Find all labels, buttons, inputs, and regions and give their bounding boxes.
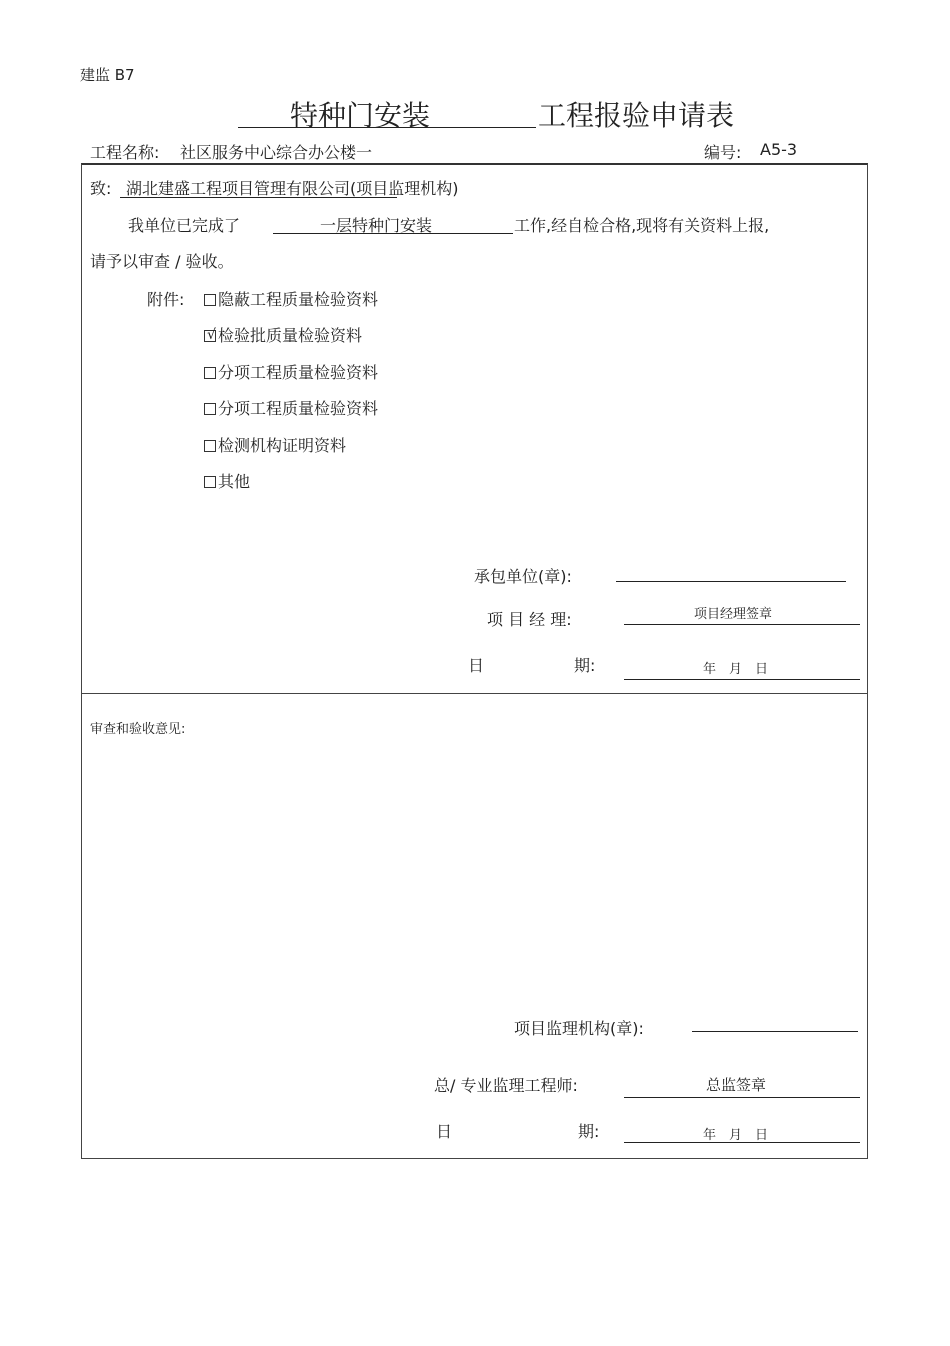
attachment-item: 检测机构证明资料 bbox=[204, 433, 346, 456]
page-title: 工程报验申请表 bbox=[538, 99, 735, 132]
manager-underline bbox=[624, 624, 860, 625]
date-label-right: 期: bbox=[578, 1122, 600, 1141]
checked-checkbox-icon[interactable] bbox=[204, 327, 216, 343]
checkbox-icon[interactable] bbox=[204, 440, 216, 452]
project-name-label: 工程名称: bbox=[90, 143, 160, 162]
date-label-right: 期: bbox=[574, 656, 596, 675]
engineer-underline bbox=[624, 1097, 860, 1098]
checkbox-icon[interactable] bbox=[204, 294, 216, 306]
checkbox-icon[interactable] bbox=[204, 476, 216, 488]
engineer-signature: 总监签章 bbox=[706, 1076, 767, 1094]
contractor-label: 承包单位(章): bbox=[474, 567, 572, 586]
date-underline bbox=[624, 1142, 860, 1143]
contractor-underline bbox=[616, 581, 846, 582]
body-line2: 请予以审查 / 验收。 bbox=[90, 252, 234, 271]
attachment-item: 分项工程质量检验资料 bbox=[204, 396, 378, 419]
attachment-item: 分项工程质量检验资料 bbox=[204, 360, 378, 383]
document-code: 建监 B7 bbox=[80, 66, 135, 84]
attachment-item: 隐蔽工程质量检验资料 bbox=[204, 287, 378, 310]
addressee-underline bbox=[120, 197, 397, 198]
checkbox-icon[interactable] bbox=[204, 403, 216, 415]
supervision-org-label: 项目监理机构(章): bbox=[514, 1019, 644, 1038]
opinion-label: 审查和验收意见: bbox=[90, 722, 186, 737]
supervision-org-underline bbox=[692, 1031, 858, 1032]
attachment-item: √ 检验批质量检验资料 bbox=[204, 323, 362, 346]
attachment-label: 附件: bbox=[147, 290, 185, 309]
addressee-value: 湖北建盛工程项目管理有限公司(项目监理机构) bbox=[126, 179, 459, 198]
project-name-value: 社区服务中心综合办公楼一 bbox=[180, 143, 373, 162]
completed-work-underline bbox=[273, 233, 513, 234]
date-value: 年 月 日 bbox=[703, 1128, 769, 1143]
body-prefix: 我单位已完成了 bbox=[128, 216, 241, 235]
section-divider bbox=[81, 693, 868, 694]
manager-label: 项 目 经 理: bbox=[487, 610, 572, 629]
checkbox-icon[interactable] bbox=[204, 367, 216, 379]
date-underline bbox=[624, 679, 860, 680]
attachment-item: 其他 bbox=[204, 469, 250, 492]
engineer-label: 总/ 专业监理工程师: bbox=[434, 1076, 578, 1095]
addressee-label: 致: bbox=[90, 179, 112, 198]
number-value: A5-3 bbox=[760, 140, 798, 159]
check-mark-icon: √ bbox=[207, 327, 216, 343]
title-fill-text: 特种门安装 bbox=[290, 99, 431, 132]
title-underline bbox=[238, 127, 536, 128]
completed-work-value: 一层特种门安装 bbox=[320, 216, 433, 235]
manager-signature: 项目经理签章 bbox=[694, 607, 773, 622]
date-label-left: 日 bbox=[468, 656, 485, 675]
date-label-left: 日 bbox=[436, 1122, 453, 1141]
body-suffix: 工作,经自检合格,现将有关资料上报, bbox=[514, 216, 770, 235]
date-value: 年 月 日 bbox=[703, 662, 769, 677]
number-label: 编号: bbox=[704, 143, 742, 162]
